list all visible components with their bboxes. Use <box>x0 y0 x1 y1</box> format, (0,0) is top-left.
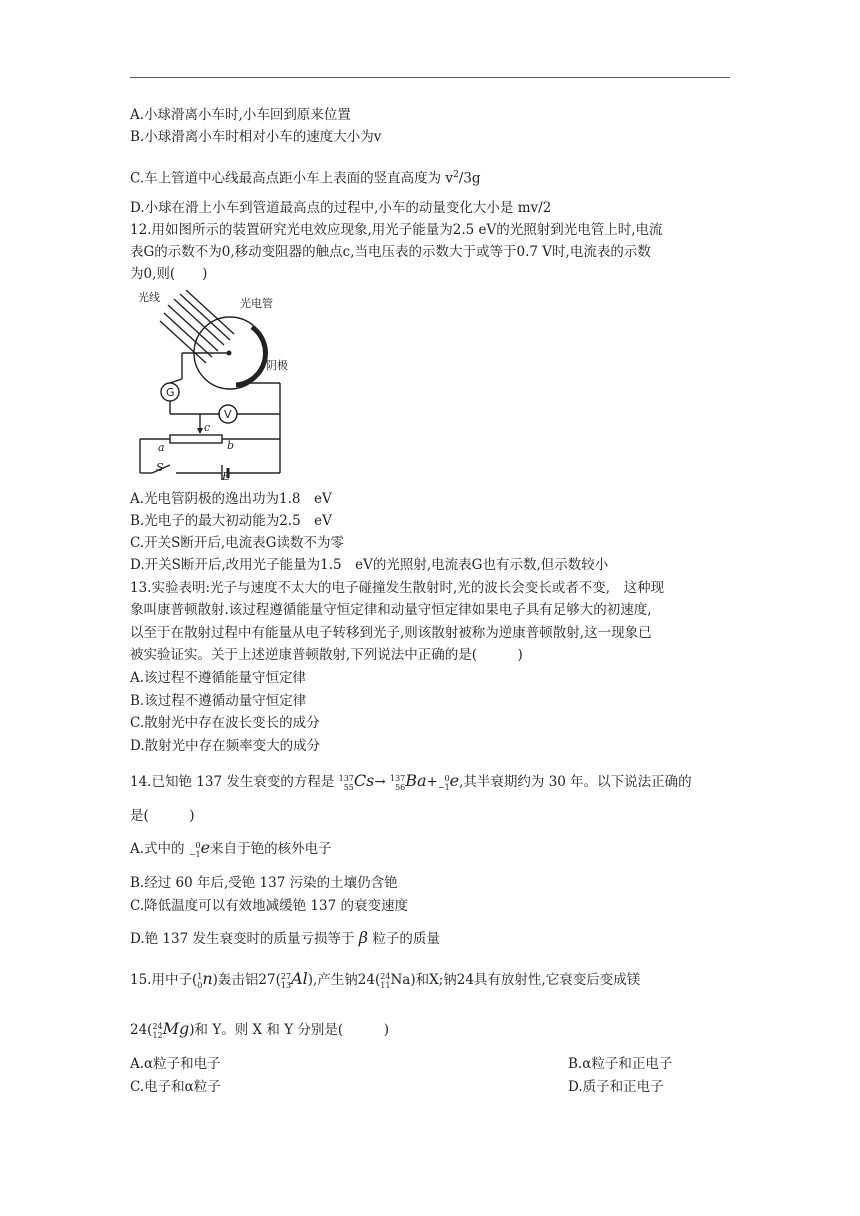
tube-label: 光电管 <box>240 297 273 310</box>
q15-option-d: D.质子和正电子 <box>568 1079 664 1095</box>
q15-option-b: B.α粒子和正电子 <box>568 1056 673 1072</box>
na-nuclide: 24 11 <box>380 972 391 990</box>
q12-option-a: A.光电管阴极的逸出功为1.8 eV <box>130 491 332 507</box>
q13-option-a: A.该过程不遵循能量守恒定律 <box>130 670 307 686</box>
header-rule <box>130 77 730 78</box>
q14-option-d: D.铯 137 发生衰变时的质量亏损等于 β 粒子的质量 <box>130 928 440 947</box>
cs-nuclide: 137 55 <box>338 774 354 792</box>
electron-nuclide: 0 −1 <box>437 774 450 792</box>
q13-option-b: B.该过程不遵循动量守恒定律 <box>130 693 307 709</box>
photoelectric-circuit-figure <box>130 285 300 480</box>
battery-label: E <box>222 470 231 480</box>
ba-nuclide: 137 56 <box>389 774 406 792</box>
q15-option-a: A.α粒子和电子 <box>130 1056 221 1072</box>
q14-option-b: B.经过 60 年后,受铯 137 污染的土壤仍含铯 <box>130 875 398 891</box>
light-label: 光线 <box>138 291 160 304</box>
switch-label: S <box>156 461 164 474</box>
q12-option-d: D.开关S断开后,改用光子能量为1.5 eV的光照射,电流表G也有示数,但示数较小 <box>130 557 609 573</box>
point-a-label: a <box>158 441 165 454</box>
q14-option-a: A.式中的 0 −1 e来自于铯的核外电子 <box>130 838 332 859</box>
q11-option-d: D.小球在滑上小车到管道最高点的过程中,小车的动量变化大小是 mv/2 <box>130 200 552 216</box>
point-c-label: c <box>204 421 211 434</box>
q11-option-a: A.小球滑离小车时,小车回到原来位置 <box>130 107 351 123</box>
q13-option-d: D.散射光中存在频率变大的成分 <box>130 738 321 754</box>
q11-option-c: C.车上管道中心线最高点距小车上表面的竖直高度为 $v^2/3g$ <box>130 170 481 187</box>
q14-stem-line1: 14.已知铯 137 发生衰变的方程是 137 55 Cs→ 137 56 Ba+ 0 −1 e,其半衰期约为 30 年。以下说法正确的 <box>130 771 692 792</box>
q15-option-c: C.电子和α粒子 <box>130 1079 221 1095</box>
cathode-label: 阴极 <box>266 359 288 372</box>
q11-option-b: B.小球滑离小车时相对小车的速度大小为v <box>130 129 382 145</box>
q12-option-c: C.开关S断开后,电流表G读数不为零 <box>130 535 344 551</box>
galvanometer-symbol: G <box>166 386 175 399</box>
q13-stem-line3: 以至于在散射过程中有能量从电子转移到光子,则该散射被称为逆康普顿散射,这一现象已 <box>130 625 652 641</box>
q14-stem-line2: 是( ) <box>130 808 195 824</box>
q14-option-c: C.降低温度可以有效地减缓铯 137 的衰变速度 <box>130 898 408 914</box>
q12-stem-line3: 为0,则( ) <box>130 266 208 282</box>
mg-nuclide: 24 12 <box>152 1022 163 1040</box>
q12-option-b: B.光电子的最大初动能为2.5 eV <box>130 513 332 529</box>
al-nuclide: 27 13 <box>280 972 292 990</box>
q12-stem-line1: 12.用如图所示的装置研究光电效应现象,用光子能量为2.5 eV的光照射到光电管上时,电流 <box>130 222 663 238</box>
q12-stem-line2: 表G的示数不为0,移动变阻器的触点c,当电压表的示数大于或等于0.7 V时,电流表的示数 <box>130 244 651 260</box>
q13-stem-line4: 被实验证实。关于上述逆康普顿散射,下列说法中正确的是( ) <box>130 647 523 663</box>
neutron-nuclide: 1 0 <box>197 972 203 990</box>
q13-stem-line1: 13.实验表明:光子与速度不太大的电子碰撞发生散射时,光的波长会变长或者不变, 这种现 <box>130 580 665 596</box>
q13-option-c: C.散射光中存在波长变长的成分 <box>130 715 320 731</box>
q15-stem-line2: 24( 24 12 Mg)和 Y。则 X 和 Y 分别是( ) <box>130 1019 389 1040</box>
voltmeter-symbol: V <box>224 408 232 421</box>
q15-stem-line1: 15.用中子( 1 0 n)轰击铝27( 27 13 Al),产生钠24( 24 11 Na)和X;钠24具有放射性,它衰变后变成镁 <box>130 969 641 990</box>
q13-stem-line2: 象叫康普顿散射.该过程遵循能量守恒定律和动量守恒定律如果电子具有足够大的初速度, <box>130 602 652 618</box>
point-b-label: b <box>227 439 235 452</box>
